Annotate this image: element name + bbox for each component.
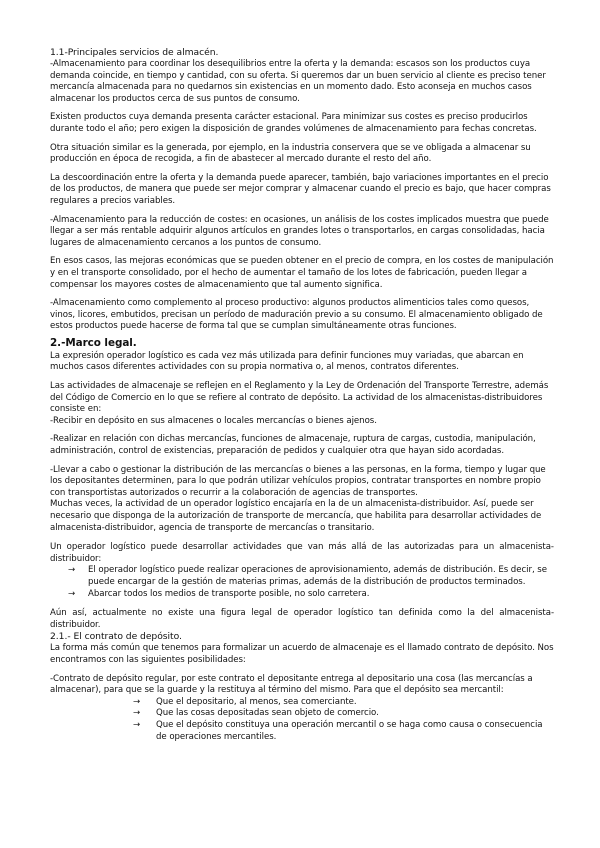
document-page bbox=[50, 47, 554, 743]
list-item bbox=[50, 708, 554, 720]
list-item bbox=[50, 697, 554, 709]
list-item-text: El operador logístico puede realizar operaciones de aprovisionamiento, además de distribución. Es decir, se puede encargar de la gestión de materias primas, además de la distribución de productos terminados. bbox=[88, 565, 547, 587]
paragraph: Otra situación similar es la generada, por ejemplo, en la industria conservera que se ve obligada a almacenar su producción en época de recogida, a fin de abastecer al mercado durante el resto del año. bbox=[50, 142, 531, 165]
list-item-text: Que el depositario, al menos, sea comerciante. bbox=[156, 696, 357, 707]
paragraph: Existen productos cuya demanda presenta carácter estacional. Para minimizar sus costes es preciso producirlos durante todo el año; pero exigen la disposición de grandes volúmenes de almacenamiento para fechas concretas. bbox=[50, 112, 537, 134]
section-heading-marco-legal: 2.-Marco legal. bbox=[50, 336, 137, 349]
arrow-icon: → bbox=[133, 719, 141, 730]
section-heading-contrato-deposito: 2.1.- El contrato de depósito. bbox=[50, 631, 182, 643]
bullet-list bbox=[50, 697, 554, 743]
arrow-icon: → bbox=[68, 588, 76, 599]
bullet-list bbox=[50, 565, 554, 600]
paragraph: Muchas veces, la actividad de un operador logístico encajaría en la de un almacenista-distribuidor. Así, puede ser necesario que disponga de la autorización de transporte de mercancía, que habilita para desarrollar actividades de almacenista-distribuidor, agencia de transporte de mercancías o transitario. bbox=[50, 499, 542, 533]
arrow-icon: → bbox=[133, 696, 141, 707]
list-item-text: Abarcar todos los medios de transporte posible, no solo carretera. bbox=[88, 588, 370, 599]
list-item-text: Que las cosas depositadas sean objeto de comercio. bbox=[156, 708, 379, 719]
paragraph: Las actividades de almacenaje se reflejen en el Reglamento y la Ley de Ordenación del Transporte Terrestre, además del Código de Comercio en lo que se refiere al contrato de depósito. La actividad de los almacenistas-distribuidores consiste en: bbox=[50, 381, 549, 415]
list-item bbox=[50, 720, 554, 743]
paragraph: -Recibir en depósito en sus almacenes o locales mercancías o bienes ajenos. bbox=[50, 415, 377, 426]
paragraph: La forma más común que tenemos para formalizar un acuerdo de almacenaje es el llamado contrato de depósito. Nos encontramos con las siguientes posibilidades: bbox=[50, 643, 554, 665]
list-item-text: Que el depósito constituya una operación mercantil o se haga como causa o consecuencia de operaciones mercantiles. bbox=[156, 719, 543, 742]
arrow-icon: → bbox=[68, 565, 76, 576]
paragraph: -Llevar a cabo o gestionar la distribución de las mercancías o bienes a las personas, en la forma, tiempo y lugar que los depositantes determinen, para lo que podrán utilizar vehículos propios, contratar transportes en nombre propio con transportistas autorizados o recurrir a la colaboración de agencias de transportes. bbox=[50, 464, 546, 498]
paragraph: -Almacenamiento como complemento al proceso productivo: algunos productos alimenticios tales como quesos, vinos, licores, embutidos, precisan un período de maduración previo a su consumo. El almacenamiento obligado de estos productos puede hacerse de forma tal que se cumplan simultáneamente otras funciones. bbox=[50, 298, 543, 332]
paragraph: En esos casos, las mejoras económicas que se pueden obtener en el precio de compra, en los costes de manipulación y en el transporte consolidado, por el hecho de aumentar el tamaño de los lotes de fabricación, pueden llegar a compensar los mayores costes de almacenamiento que tal aumento significa. bbox=[50, 256, 554, 290]
paragraph: -Almacenamiento para la reducción de costes: en ocasiones, un análisis de los costes implicados muestra que puede llegar a ser más rentable adquirir algunos artículos en grandes lotes o transportarlos, en cargas consolidadas, hacia lugares de almacenamiento cercanos a los puntos de consumo. bbox=[50, 214, 549, 248]
paragraph: -Almacenamiento para coordinar los desequilibrios entre la oferta y la demanda: escasos son los productos cuya demanda coincide, en tiempo y cantidad, con su oferta. Si queremos dar un buen servicio al cliente es preciso tener mercancía almacenada para no quedarnos sin existencias en un momento dado. Esto aconseja en muchos casos almacenar los productos cerca de sus puntos de consumo. bbox=[50, 59, 546, 104]
section-heading-principales-servicios: 1.1-Principales servicios de almacén. bbox=[50, 47, 219, 58]
list-item bbox=[50, 565, 554, 588]
list-item bbox=[50, 589, 554, 601]
paragraph: -Realizar en relación con dichas mercancías, funciones de almacenaje, ruptura de cargas, custodia, manipulación, administración, control de existencias, preparación de pedidos y cualquier otra que hayan sido acordadas. bbox=[50, 434, 536, 457]
paragraph: La descoordinación entre la oferta y la demanda puede aparecer, también, bajo variaciones importantes en el precio de los productos, de manera que puede ser mejor comprar y almacenar cuando el precio es bajo, que hacer compras regulares a precios variables. bbox=[50, 172, 551, 206]
paragraph: Un operador logístico puede desarrollar actividades que van más allá de las autorizadas para un almacenista-distribuidor: bbox=[50, 542, 554, 564]
paragraph: La expresión operador logístico es cada vez más utilizada para definir funciones muy variadas, que abarcan en muchos casos diferentes actividades con su propia normativa o, al menos, contratos diferentes. bbox=[50, 350, 524, 373]
paragraph: Aún así, actualmente no existe una figura legal de operador logístico tan definida como la del almacenista-distribuidor. bbox=[50, 608, 554, 630]
arrow-icon: → bbox=[133, 708, 141, 719]
paragraph: -Contrato de depósito regular, por este contrato el depositante entrega al depositario una cosa (las mercancías a almacenar), para que se la guarde y la restituya al término del mismo. Para que el depósito sea mercantil: bbox=[50, 673, 533, 696]
